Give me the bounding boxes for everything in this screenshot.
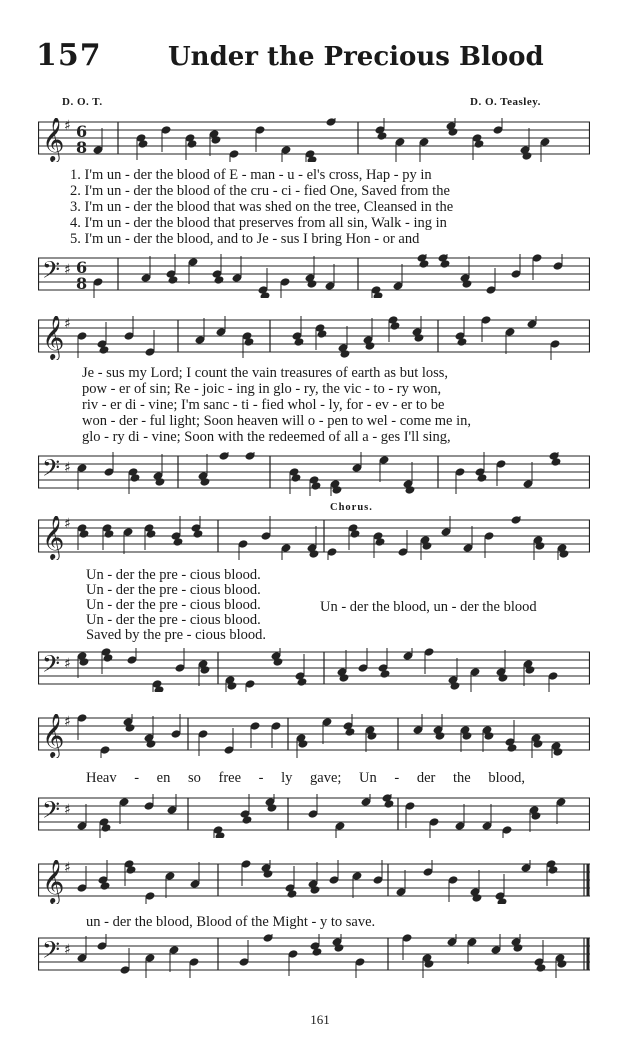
system-5-treble-staff: [38, 860, 590, 904]
treble-clef-sys5-treble: 𝄞: [42, 860, 65, 903]
time-sig-top-sys1-treble: 6: [76, 122, 88, 141]
bass-clef-sys1-bass: 𝄢: [42, 256, 61, 289]
verse-2-line-3: Un - der the pre - cious blood.: [86, 582, 261, 598]
verse-1-line-1: 1. I'm un - der the blood of E - man - u - el's cross, Hap - py in: [70, 167, 432, 183]
chorus-line-3: un - der the blood, Blood of the Might - y to save.: [86, 914, 376, 930]
system-2-treble-staff: [38, 316, 590, 360]
verse-5-line-2: glo - ry di - vine; Soon with the redeemed of all a - ges I'll sing,: [82, 429, 451, 445]
hymn-number: 157: [36, 38, 102, 73]
system-2-bass-staff: [38, 452, 590, 496]
key-sharp-sys2-treble: ♯: [64, 316, 71, 332]
chorus-line-2: Heav - en so free - ly gave; Un - der the blood,: [86, 770, 525, 786]
key-sharp-sys4-bass: ♯: [64, 802, 71, 818]
key-sharp-sys3-treble: ♯: [64, 516, 71, 532]
treble-clef-sys2-treble: 𝄞: [42, 316, 65, 359]
verse-5-line-3: Saved by the pre - cious blood.: [86, 627, 267, 643]
key-sharp-sys3-bass: ♯: [64, 656, 71, 672]
chorus-line-1: Un - der the blood, un - der the blood: [320, 599, 537, 615]
key-sharp-sys5-treble: ♯: [64, 860, 71, 876]
verse-3-line-1: 3. I'm un - der the blood that was shed on the tree, Cleansed in the: [70, 199, 454, 215]
verse-2-line-1: 2. I'm un - der the blood of the cru - ci - fied One, Saved from the: [70, 183, 450, 199]
treble-clef-sys1-treble: 𝄞: [42, 118, 65, 161]
key-sharp-sys2-bass: ♯: [64, 460, 71, 476]
verse-1-line-2: Je - sus my Lord; I count the vain treasures of earth as but loss,: [82, 365, 449, 381]
verse-2-line-2: pow - er of sin; Re - joic - ing in glo - ry, the vic - to - ry won,: [82, 381, 442, 397]
verse-3-line-3: Un - der the pre - cious blood.: [86, 597, 261, 613]
key-sharp-sys5-bass: ♯: [64, 942, 71, 958]
system-1-treble-staff: [38, 118, 590, 162]
verse-1-line-3: Un - der the pre - cious blood.: [86, 567, 261, 583]
system-4-treble-staff: [38, 714, 590, 758]
page-number: 161: [310, 1012, 330, 1027]
verse-5-line-1: 5. I'm un - der the blood, and to Je - sus I bring Hon - or and: [70, 231, 420, 247]
treble-clef-sys4-treble: 𝄞: [42, 714, 65, 757]
system-3-treble-staff: [38, 516, 590, 560]
words-credit: D. O. T.: [62, 96, 103, 108]
treble-clef-sys3-treble: 𝄞: [42, 516, 65, 559]
music-credit: D. O. Teasley.: [470, 96, 541, 108]
time-sig-top-sys1-bass: 6: [76, 258, 88, 277]
system-4-bass-staff: [38, 794, 590, 838]
verse-4-line-3: Un - der the pre - cious blood.: [86, 612, 261, 628]
hymn-title: Under the Precious Blood: [168, 42, 544, 72]
bass-clef-sys4-bass: 𝄢: [42, 796, 61, 829]
system-3-bass-staff: [38, 648, 590, 692]
bass-clef-sys5-bass: 𝄢: [42, 936, 61, 969]
chorus-label: Chorus.: [330, 502, 373, 513]
system-1-bass-staff: [38, 254, 590, 298]
verse-4-line-1: 4. I'm un - der the blood that preserves from all sin, Walk - ing in: [70, 215, 447, 231]
system-5-bass-staff: [38, 934, 590, 978]
bass-clef-sys2-bass: 𝄢: [42, 454, 61, 487]
time-sig-bottom-sys1-treble: 8: [76, 138, 88, 157]
verse-3-line-2: riv - er di - vine; I'm sanc - ti - fied whol - ly, for - ev - er to be: [82, 397, 445, 413]
bass-clef-sys3-bass: 𝄢: [42, 650, 61, 683]
verse-4-line-2: won - der - ful light; Soon heaven will o - pen to wel - come me in,: [82, 413, 471, 429]
key-sharp-sys1-treble: ♯: [64, 118, 71, 134]
key-sharp-sys1-bass: ♯: [64, 262, 71, 278]
key-sharp-sys4-treble: ♯: [64, 714, 71, 730]
time-sig-bottom-sys1-bass: 8: [76, 274, 88, 293]
